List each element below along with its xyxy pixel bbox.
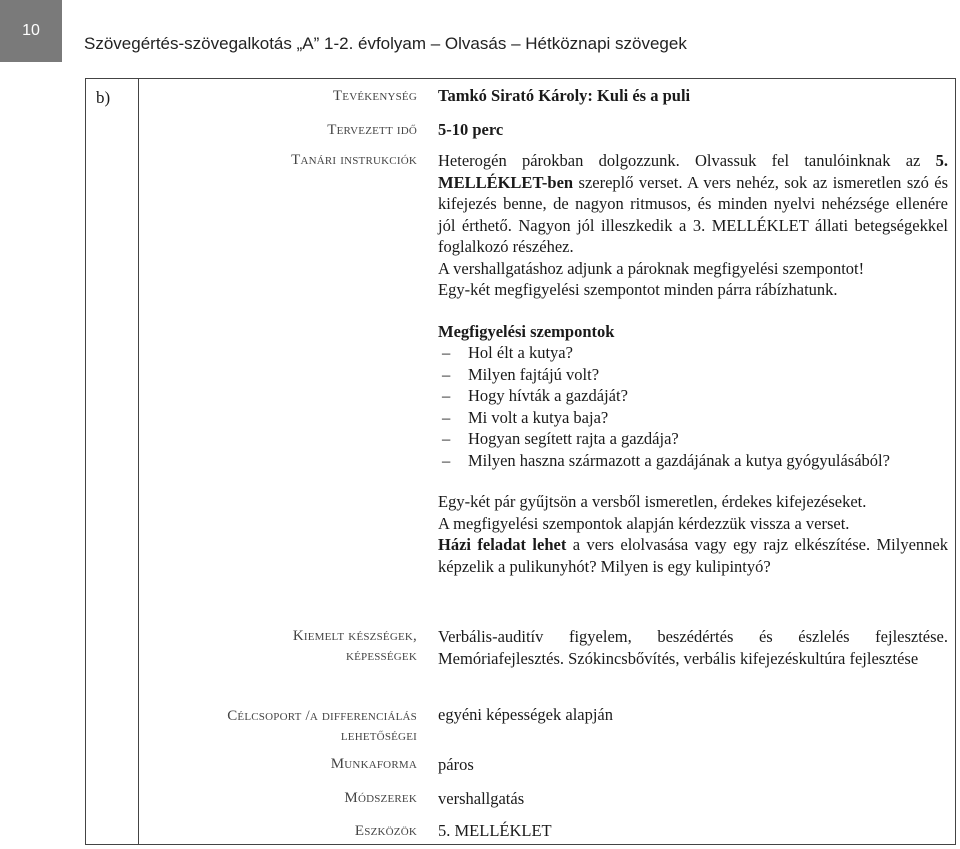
label-target — [227, 706, 417, 746]
appendix-ref: 5. MELLÉKLET-ben — [438, 151, 948, 192]
page-number: 10 — [0, 0, 62, 62]
section-label: b) — [96, 88, 111, 107]
label-skills — [293, 626, 417, 666]
label-target-line1: Célcsoport /a differenciálás — [227, 708, 417, 724]
homework-label: Házi feladat lehet — [438, 535, 567, 554]
table-divider — [138, 78, 139, 845]
label-workform: Munkaforma — [330, 756, 417, 772]
instructions-para4: Egy-két pár gyűjtsön a versből ismeretlen, érdekes kifejezéseket. — [438, 492, 867, 511]
label-skills-line1: Kiemelt készségek, — [292, 628, 417, 644]
list-item: – Mi volt a kutya baja? — [442, 407, 609, 427]
list-item: – Hogy hívták a gazdáját? — [442, 386, 628, 405]
instructions-para3: Egy-két megfigyelési szempontot minden párra rábízhatunk. — [438, 280, 838, 299]
activity-title: Tamkó Sirató Károly: Kuli és a puli — [438, 86, 691, 105]
instructions-block — [438, 150, 948, 577]
label-activity: Tevékenység — [332, 88, 417, 104]
label-skills-line2: képességek — [345, 648, 417, 664]
homework-para — [438, 534, 948, 577]
label-target-line2: lehetőségei — [340, 728, 417, 744]
label-instructions: Tanári instrukciók — [291, 152, 417, 168]
para1-rest: szereplő verset. A vers nehéz, sok az ismeretlen szó és kifejezés benne, de nagyon ritmusos, és minden nyelvi nehézsége ellenére jól érthető. Nagyon jól illeszkedik a 3. MELLÉKLET állati betegségekkel foglalkozó részéhez. — [438, 172, 948, 256]
homework-text: a vers elolvasása vagy egy rajz elkészítése. Milyennek képzelik a pulikunyhót? Milyen is egy kulipintyó? — [438, 535, 948, 576]
label-methods: Módszerek — [344, 790, 417, 806]
observation-title: Megfigyelési szempontok — [438, 321, 615, 341]
para1-text: Heterogén párokban dolgozzunk. Olvassuk fel tanulóinknak az — [438, 151, 936, 170]
list-item: – Milyen fajtájú volt? — [442, 364, 600, 384]
list-item: – Milyen haszna származott a gazdájának a kutya gyógyulásából? — [442, 450, 890, 470]
list-item: – Hogyan segített rajta a gazdája? — [442, 429, 679, 448]
tools-value: 5. MELLÉKLET — [438, 821, 552, 840]
skills-value: Verbális-auditív figyelem, beszédértés és észlelés fejlesztése. Memóriafejlesztés. Szókincsbővítés, verbális kifejezéskultúra fejlesztése — [438, 627, 948, 668]
workform-value: páros — [438, 755, 474, 774]
running-header: Szövegértés-szövegalkotás „A” 1-2. évfolyam – Olvasás – Hétköznapi szövegek — [84, 34, 687, 53]
label-time: Tervezett idő — [327, 122, 417, 138]
target-value: egyéni képességek alapján — [438, 705, 614, 724]
time-value: 5-10 perc — [438, 120, 504, 139]
label-tools: Eszközök — [354, 823, 417, 839]
observation-list — [438, 342, 948, 471]
methods-value: vershallgatás — [438, 789, 525, 808]
instructions-para2: A vershallgatáshoz adjunk a pároknak megfigyelési szempontot! — [438, 258, 865, 278]
instructions-para1 — [438, 150, 948, 258]
list-item: – Hol élt a kutya? — [442, 343, 573, 362]
instructions-para5: A megfigyelési szempontok alapján kérdezzük vissza a verset. — [438, 513, 850, 533]
